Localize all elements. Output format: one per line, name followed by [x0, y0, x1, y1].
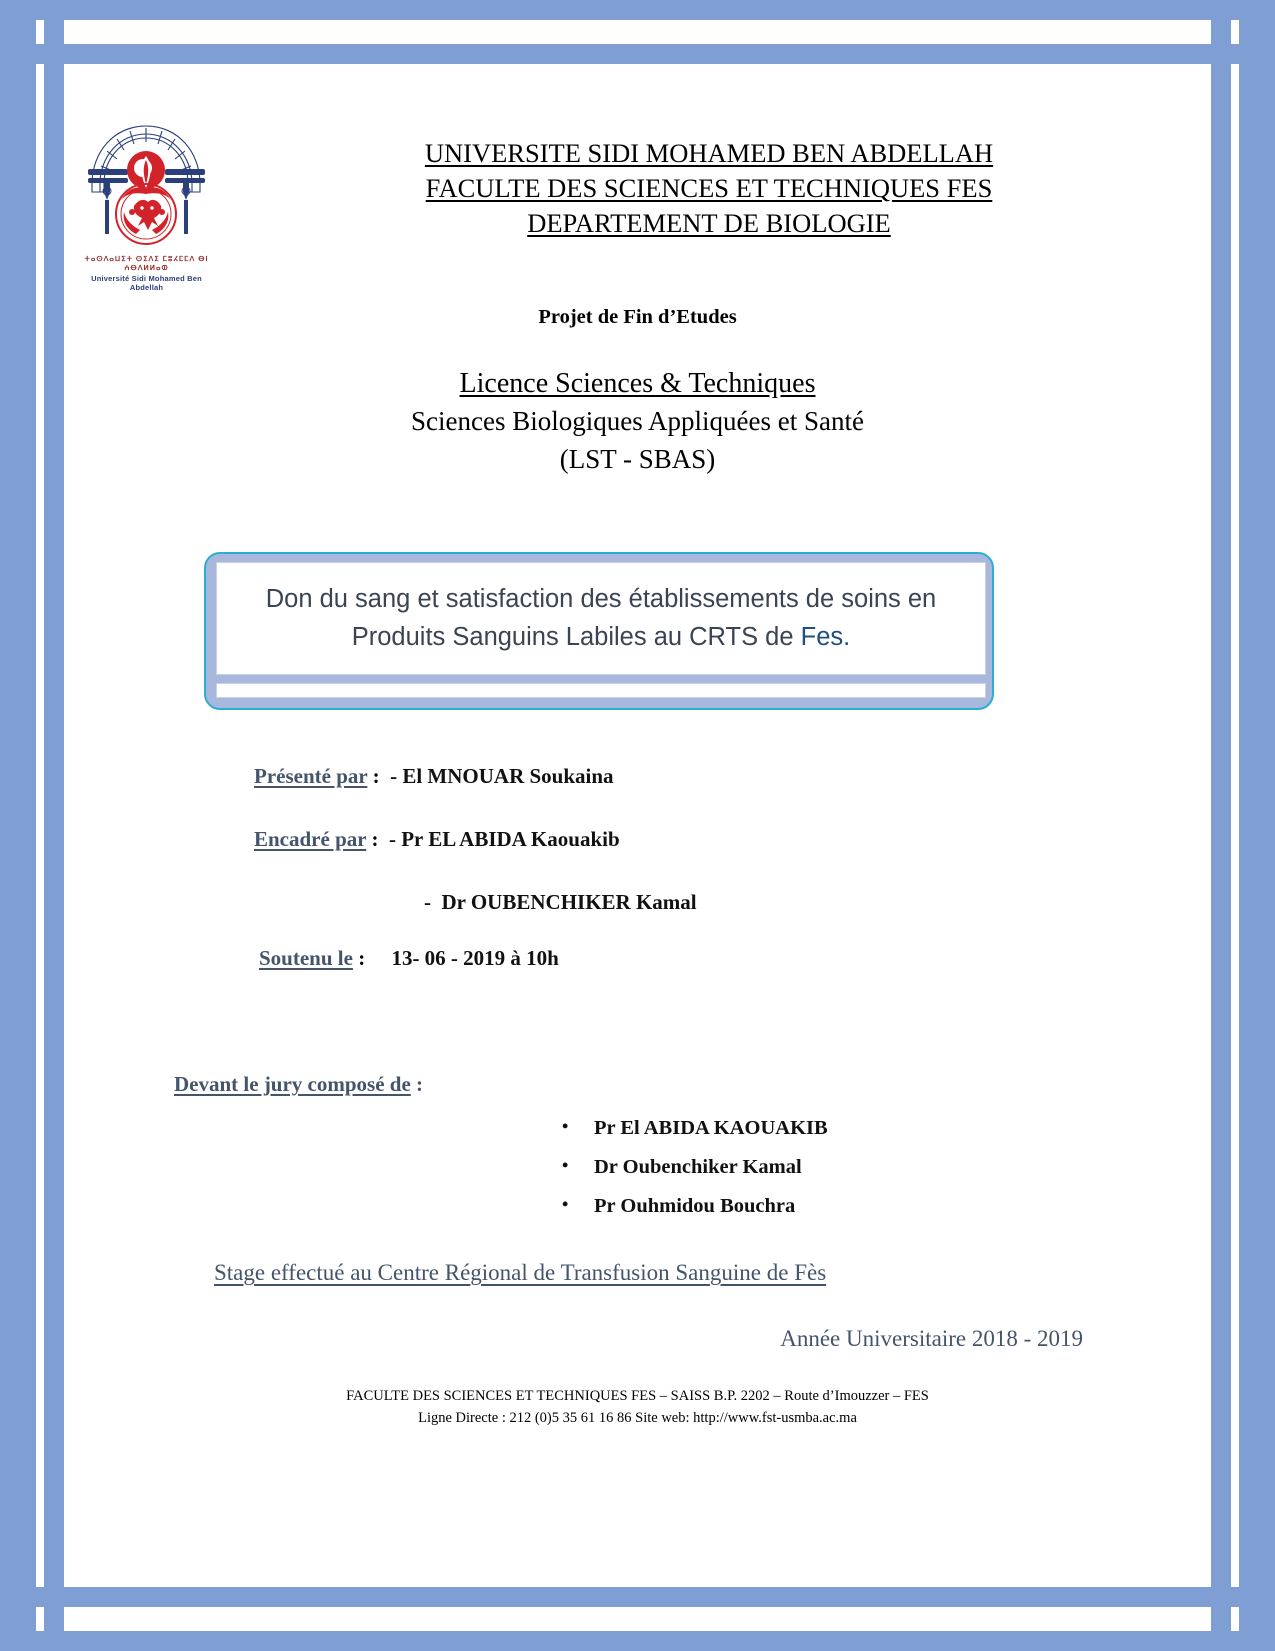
project-type-label: Projet de Fin d’Etudes — [538, 306, 737, 328]
border-bar-top-inner — [0, 44, 1275, 64]
border-bar-left-outer — [0, 0, 36, 1651]
submission-info — [64, 764, 1211, 971]
border-bar-bottom-outer — [0, 1631, 1275, 1651]
presented-by-value: - El MNOUAR Soukaina — [379, 764, 614, 788]
thesis-title-inner-panel — [216, 562, 986, 675]
logo-caption-latin: Université Sidi Mohamed Ben Abdellah — [91, 273, 202, 292]
list-item: • Pr Ouhmidou Bouchra — [64, 1187, 1211, 1226]
footer-address: FACULTE DES SCIENCES ET TECHNIQUES FES – SAISS B.P. 2202 – Route d’Imouzzer – FES — [346, 1388, 929, 1404]
presented-by-colon: : — [367, 764, 380, 788]
supervisor-colon: : — [366, 827, 379, 852]
defense-date-value: 13- 06 - 2019 à 10h — [365, 945, 559, 970]
header-line-faculty: FACULTE DES SCIENCES ET TECHNIQUES FES — [425, 173, 993, 204]
jury-heading-colon: : — [410, 1072, 424, 1096]
defense-date-colon: : — [352, 945, 366, 970]
border-bar-left-inner — [44, 0, 64, 1651]
presented-by-label: Présenté par — [254, 764, 368, 788]
supervisor-value: - Pr EL ABIDA Kaouakib — [378, 827, 620, 852]
supervisor-row — [64, 827, 1211, 852]
page-footer — [64, 1386, 1211, 1430]
logo-caption — [74, 256, 219, 292]
header-line-university: UNIVERSITE SIDI MOHAMED BEN ABDELLAH — [424, 138, 994, 168]
degree-block — [64, 364, 1211, 479]
jury-heading — [64, 1072, 1211, 1097]
list-item: • Pr El ABIDA KAOUAKIB — [64, 1109, 1211, 1148]
degree-line-1: Licence Sciences & Techniques — [459, 368, 816, 399]
list-item: • Dr Oubenchiker Kamal — [64, 1148, 1211, 1187]
document-header — [64, 86, 1211, 292]
academic-year: Année Universitaire 2018 - 2019 — [780, 1326, 1083, 1351]
supervisor-label: Encadré par — [254, 827, 367, 852]
thesis-title-city: Fes. — [800, 622, 851, 651]
border-bar-right-outer — [1239, 0, 1275, 1651]
border-bar-top-outer — [0, 0, 1275, 20]
border-bar-bottom-inner — [0, 1587, 1275, 1607]
logo-caption-tifinagh: ⵜⴰⵙⴷⴰⵡⵉⵜ ⵙⵉⴷⵉ ⵎⵓⵃⵎⵎⴷ ⴱⵏ ⵄⴱⴷⵍⵍⴰⵀ — [84, 256, 209, 272]
degree-line-2: Sciences Biologiques Appliquées et Santé — [411, 406, 864, 437]
footer-contact: Ligne Directe : 212 (0)5 35 61 16 86 Site web: http://www.fst-usmba.ac.ma — [418, 1409, 857, 1426]
degree-line-3: (LST - SBAS) — [559, 443, 716, 474]
header-line-department: DEPARTEMENT DE BIOLOGIE — [527, 208, 891, 239]
cover-page-content — [64, 64, 1211, 1587]
internship-location: Stage effectué au Centre Régional de Transfusion Sanguine de Fès — [214, 1260, 827, 1285]
university-header-text — [264, 136, 1154, 242]
thesis-title-box — [204, 552, 994, 710]
supervisor2-row — [64, 890, 1211, 915]
jury-section — [64, 1072, 1211, 1226]
thesis-title-bottom-strip — [216, 683, 986, 698]
presented-by-row — [64, 764, 1211, 789]
university-logo — [74, 108, 219, 292]
jury-member-list — [64, 1109, 1211, 1226]
defense-date-label: Soutenu le — [259, 945, 353, 970]
jury-heading-label: Devant le jury composé de — [174, 1072, 411, 1096]
thesis-title-main: Don du sang et satisfaction des établissements de soins en Produits Sanguins Labiles au CRTS de — [265, 585, 937, 651]
supervisor2-value: - Dr OUBENCHIKER Kamal — [424, 890, 697, 915]
defense-date-row — [64, 946, 1211, 971]
thesis-title-text — [217, 581, 985, 655]
usmba-logo-svg — [74, 108, 219, 253]
border-bar-right-inner — [1211, 0, 1231, 1651]
